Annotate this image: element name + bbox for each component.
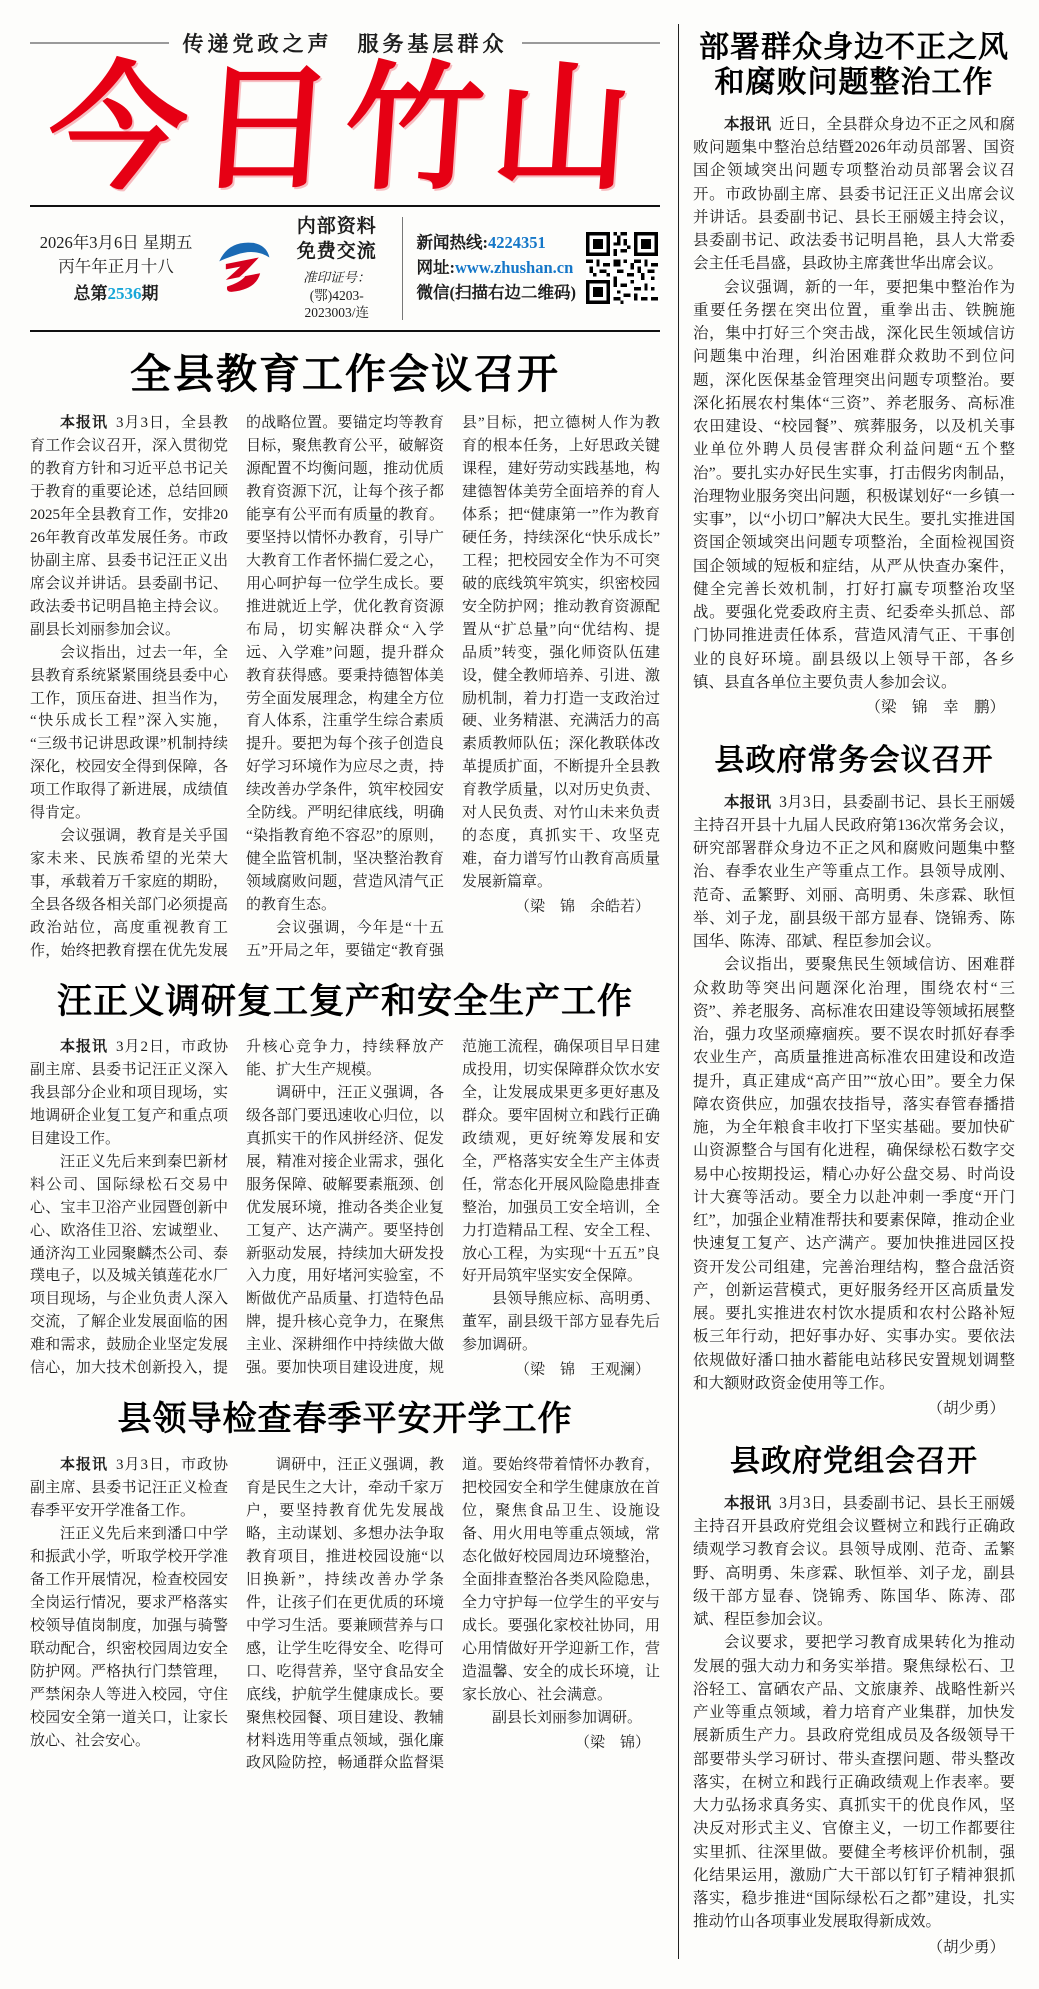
article-paragraph: 会议要求，要把学习教育成果转化为推动发展的强大动力和务实举措。聚焦绿松石、卫浴轻工、富硒农产品、文旅康养、战略性新兴产业等重点领域，着力培育产业集群，加快发展新质生产力。县政府党组成员及各级领导干部要带头学习研讨、带头查摆问题、带头整改落实，在树立和践行正确政绩观上作表率。要大力弘扬求真务实、真抓实干的优良作风，坚决反对形式主义、官僚主义，一切工作都要往实里抓、往深里做。要健全考核评价机制，强化结果运用，激励广大干部以钉钉子精神狠抓落实，稳步推进“国际绿松石之都”建设，扎实推动竹山各项事业发展取得新成效。 [693, 1634, 1015, 1931]
article-paragraph: 调研中，汪正义强调，教育是民生之大计，牵动千家万户，要坚持教育优先发展战略，主动谋划、多想办法争取教育项目，推进校园设施“以旧换新”，持续改善办学条件，让孩子们在更优质的环境中学习生活。要兼顾营养与口感，让学生吃得安全、吃得可口、吃得营养，坚守食品安全底线，护航学生健康成长。要聚焦校园餐、项目建设、教辅材料选用等重点领域，强化廉政风险防控，畅通群众监督渠道。要始终带着情怀办教育，把校园安全和学生健康放在首位，聚焦食品卫生、设施设备、用火用电等重点领域，常态化做好校园周边环境整治，全面排查整治各类风险隐患，全力守护每一位学生的平安与成长。要强化家校社协同，用心用情做好开学迎新工作，营造温馨、安全的成长环境，让家长放心、社会满意。 [246, 1457, 660, 1772]
article-paragraph [693, 113, 1015, 276]
lede-label: 本报讯 [60, 415, 108, 432]
license-label: 准印证号： [303, 270, 371, 286]
paragraph-text: 3月3日，县委副书记、县长王丽媛主持召开县十九届人民政府第136次常务会议，研究部署群众身边不正之风和腐败问题集中整治、春季农业生产等重点工作。县领导成刚、范奇、孟繁野、刘丽、高明勇、朱彦霖、耿恒举、刘子龙，副县级干部方显春、饶锦秀、陈国华、陈涛、邵斌、程臣参加会议。 [693, 793, 1015, 951]
paragraph-text: 3月3日，全县教育工作会议召开，深入贯彻党的教育方针和习近平总书记关于教育的重要论述，总结回顾2025年全县教育工作，安排2026年教育改革发展任务。市政协副主席、县委书记汪正义出席会议并讲话。县委副书记、政法委书记明昌艳主持会议。副县长刘丽参加会议。 [30, 415, 228, 638]
paragraph-text: 3月2日，市政协副主席、县委书记汪正义深入我县部分企业和项目现场，实地调研企业复工复产和重点项目建设工作。 [30, 1039, 228, 1147]
lede-label: 本报讯 [724, 115, 772, 133]
lede-label: 本报讯 [60, 1039, 108, 1056]
article-paragraph: 调研中，汪正义强调，各级各部门要迅速收心归位，以真抓实干的作风拼经济、促发展，精准对接企业需求，强化服务保障、破解要素瓶颈、创优发展环境，推动各类企业复工复产、达产满产。要坚持创新驱动发展，持续加大研发投入力度，用好堵河实验室，不断做优产品质量、打造特色品牌，提升核心竞争力，在聚焦主业、深耕细作中持续做大做强。要加快项目建设进度，规范施工流程，确保项目早日建成投用，切实保障群众饮水安全，让发展成果更多更好惠及群众。要牢固树立和践行正确政绩观，更好统筹发展和安全，严格落实安全生产主体责任，常态化开展风险隐患排查整治，加强员工安全培训，全力打造精品工程、安全工程、放心工程，为实现“十五五”良好开局筑牢坚实安全保障。 [246, 1039, 660, 1377]
website-label: 网址: [416, 258, 455, 278]
article-byline: （梁 锦 王观澜） [514, 1362, 650, 1379]
info-divider [402, 217, 403, 320]
issue-line [32, 282, 200, 307]
date-line: 2026年3月6日 星期五 [39, 232, 193, 252]
article-headline [693, 30, 1015, 101]
lunar-date-line: 丙午年正月十八 [58, 256, 174, 276]
paragraph-text: 3月3日，市政协副主席、县委书记汪正义检查春季平安开学准备工作。 [30, 1457, 228, 1520]
contact-block [417, 231, 577, 305]
article-body [30, 1454, 660, 1775]
article-paragraph: 会议强调，新的一年，要把集中整治作为重要任务摆在突出位置，重拳出击、铁腕施治，集中打好三个突击战，深化民生领域信访问题集中治理，纠治困难群众救助不到位问题，深化医保基金管理突出问题专项整治。要深化拓展农村集体“三资”、养老服务、高标准农田建设、“校园餐”、殡葬服务，以及机关事业单位外聘人员侵害群众利益问题“五个整治”。要扎实办好民生实事，打击假劣肉制品，治理物业服务突出问题，积极谋划好“一乡镇一实事”，以“小切口”解决大民生。要扎实推进国资国企领域突出问题专项整治，全面检视国资国企领域的短板和症结，从严从快查办案件，健全完善长效机制，打好打赢专项整治攻坚战。要强化党委政府主责、纪委牵头抓总、部门协同推进责任体系，营造风清气正、干事创业的良好环境。副县级以上领导干部，各乡镇、县直各单位主要负责人参加会议。 [693, 278, 1015, 691]
headline-line-1: 部署群众身边不正之风 [699, 31, 1009, 64]
article-paragraph [30, 1454, 228, 1523]
article-paragraph: 会议指出，要聚焦民生领域信访、困难群众救助等突出问题深化治理，围绕农村“三资”、养老服务、高标准农田建设等领域拓展整治，强力攻坚顽瘴痼疾。要不误农时抓好春季农业生产，高质量推进高标准农田建设和改造提升，真正建成“高产田”“放心田”。要全力保障农资供应，加强农技指导，落实春管春播措施，为全年粮食丰收打下坚实基础。要加快矿山资源整合与国有化进程，确保绿松石数字交易中心按期投运，精心办好公盘交易、时尚设计大赛等活动。要全力以赴冲刺一季度“开门红”，加强企业精准帮扶和要素保障，推动企业快速复工复产、达产满产。要加快推进园区投资开发公司组建，完善治理结构，整合盘活资产，创新运营模式，更好服务经开区高质量发展。要扎实推进农村饮水提质和农村公路补短板三年行动，把好事办好、实事办实。要依法依规做好潘口抽水蓄能电站移民安置规划调整和大额财政资金使用等工作。 [693, 956, 1015, 1392]
article-corruption-rectification [693, 30, 1015, 719]
article-body [693, 791, 1015, 1421]
lede-label: 本报讯 [724, 1494, 772, 1512]
publication-type: 内部资料 免费交流 [296, 215, 377, 262]
website-line [417, 256, 577, 281]
article-paragraph: 县领导熊应标、高明勇、董军，副县级干部方显春先后参加调研。 [462, 1291, 660, 1354]
hotline-number: 4224351 [488, 233, 546, 253]
article-paragraph: 副县长刘丽参加调研。 [492, 1709, 643, 1726]
article-headline: 县领导检查春季平安开学工作 [117, 1401, 573, 1439]
article-body [693, 1492, 1015, 1959]
article-paragraph: 会议强调，今年是“十五五”开局之年，要锚定“教育强县”目标，把立德树人作为教育的根本任务，上好思政关键课程，建好劳动实践基地，构建德智体美劳全面培养的育人体系；把“健康第一”作为教育硬任务，持续深化“快乐成长”工程；把校园安全作为不可突破的底线筑牢筑实，织密校园安全防护网；推动教育资源配置从“扩总量”向“优结构、提品质”转变，强化师资队伍建设，健全教师培养、引进、激励机制，着力打造一支政治过硬、业务精湛、充满活力的高素质教师队伍；深化教联体改革提质扩面，不断提升全县教育教学质量，以对历史负责、对人民负责、对竹山未来负责的态度，真抓实干、攻坚克难，奋力谱写竹山教育高质量发展新篇章。 [246, 415, 660, 959]
article-paragraph [30, 1036, 228, 1151]
masthead-info-bar [30, 205, 660, 332]
article-paragraph: 汪正义先后来到秦巴新材料公司、国际绿松石交易中心、宝丰卫浴产业园暨创新中心、欧洛佳卫浴、宏诚塑业、通济沟工业园聚麟杰公司、泰璞电子，以及城关镇莲花水厂项目现场，与企业负责人深入交流，了解企业发展面临的困难和需求，鼓励企业坚定发展信心，加大技术创新投入，提升核心竞争力，持续释放产能、扩大生产规模。 [30, 1039, 444, 1377]
headline-line-2: 和腐败问题整治工作 [714, 66, 994, 100]
issue-prefix: 总第 [73, 283, 108, 303]
left-region [30, 24, 678, 1959]
paper-title: 今日竹山 [43, 53, 647, 206]
article-body [693, 113, 1015, 720]
paragraph-text: 3月3日，县委副书记、县长王丽媛主持召开县政府党组会议暨树立和践行正确政绩观学习教育会议。县领导成刚、范奇、孟繁野、高明勇、朱彦霖、耿恒举、刘子龙，副县级干部方显春、饶锦秀、陈国华、陈涛、邵斌、程臣参加会议。 [693, 1494, 1015, 1629]
issue-number: 2536 [107, 283, 142, 303]
lede-label: 本报讯 [724, 793, 772, 811]
article-headline: 县政府常务会议召开 [714, 744, 994, 778]
lede-label: 本报讯 [60, 1457, 108, 1474]
article-paragraph: 汪正义先后来到潘口中学和振武小学，听取学校开学准备工作开展情况，检查校园安全岗运行情况，要求严格落实校领导值岗制度，加强与骑警联动配合，织密校园周边安全防护网。严格执行门禁管理，严禁闲杂人等进入校园，守住校园安全第一道关口，让家长放心、社会安心。 [30, 1526, 228, 1749]
license-number: (鄂)4203-2023003/连 [304, 287, 369, 321]
article-byline: （胡少勇） [927, 1400, 1005, 1418]
hotline-label: 新闻热线: [416, 233, 488, 253]
slogan-left-rule [30, 42, 169, 44]
website-url: www.zhushan.cn [455, 258, 574, 278]
article-byline: （胡少勇） [927, 1938, 1005, 1956]
newspaper-logo-icon [210, 235, 276, 301]
hotline-line [417, 231, 577, 256]
publication-block [286, 215, 388, 322]
wechat-line: 微信(扫描右边二维码) [416, 282, 576, 302]
article-body [30, 412, 660, 963]
article-headline: 汪正义调研复工复产和安全生产工作 [56, 981, 633, 1021]
article-school-opening-inspection [30, 1400, 660, 1775]
article-headline: 县政府党组会召开 [730, 1445, 978, 1479]
date-block [32, 231, 200, 306]
article-education-meeting [30, 350, 660, 963]
article-resumption-research [30, 981, 660, 1382]
slogan-right-rule [522, 42, 661, 44]
masthead [30, 28, 660, 332]
article-paragraph: 会议指出，过去一年，全县教育系统紧紧围绕县委中心工作，顶压奋进、担当作为，“快乐成长工程”深入实施，“三级书记讲思政课”机制持续深化，校园安全得到保障，各项工作取得了新进展，成绩值得肯定。 [30, 644, 228, 822]
paragraph-text: 近日，全县群众身边不正之风和腐败问题集中整治总结暨2026年动员部署、国资国企领域突出问题专项整治动员部署会议召开。市政协副主席、县委书记汪正义出席会议并讲话。县委副书记、县长王丽媛主持会议，县委副书记、政法委书记明昌艳，县人大常委会主任毛昌盛，县政协主席龚世华出席会议。 [693, 115, 1015, 273]
masthead-slogan: 传递党政之声 服务基层群众 [182, 32, 508, 56]
article-headline: 全县教育工作会议召开 [130, 350, 560, 397]
article-body [30, 1036, 660, 1382]
article-executive-meeting [693, 743, 1015, 1420]
article-byline: （梁 锦） [574, 1734, 650, 1751]
issue-suffix: 期 [141, 283, 159, 303]
article-paragraph: 会议强调，教育是关乎国家未来、民族希望的光荣大事，承载着万千家庭的期盼，全县各级各相关部门必须提高政治站位，高度重视教育工作，始终把教育摆在优先发展的战略位置。要锚定均等教育目标，聚焦教育公平，破解资源配置不均衡问题，推动优质教育资源下沉，让每个孩子都能享有公平而有质量的教育。要坚持以情怀办教育，引导广大教育工作者怀揣仁爱之心，用心呵护每一位学生成长。要推进就近上学，优化教育资源布局，切实解决群众“入学远、入学难”问题，提升群众教育获得感。要秉持德智体美劳全面发展理念，构建全方位育人体系，注重学生综合素质提升。要把为每个孩子创造良好学习环境作为应尽之责，持续改善办学条件，筑牢校园安全防线。严明纪律底线，明确“染指教育绝不容忍”的原则，健全监管机制，坚决整治教育领域腐败问题，营造风清气正的教育生态。 [30, 415, 444, 959]
right-region [678, 24, 1015, 1959]
article-paragraph [693, 791, 1015, 954]
article-party-group-meeting [693, 1444, 1015, 1958]
article-paragraph [30, 412, 228, 641]
article-paragraph [693, 1492, 1015, 1632]
qr-code [586, 232, 658, 304]
article-byline: （梁 锦 幸 鹏） [865, 699, 1005, 717]
article-byline: （梁 锦 余皓若） [514, 898, 650, 915]
